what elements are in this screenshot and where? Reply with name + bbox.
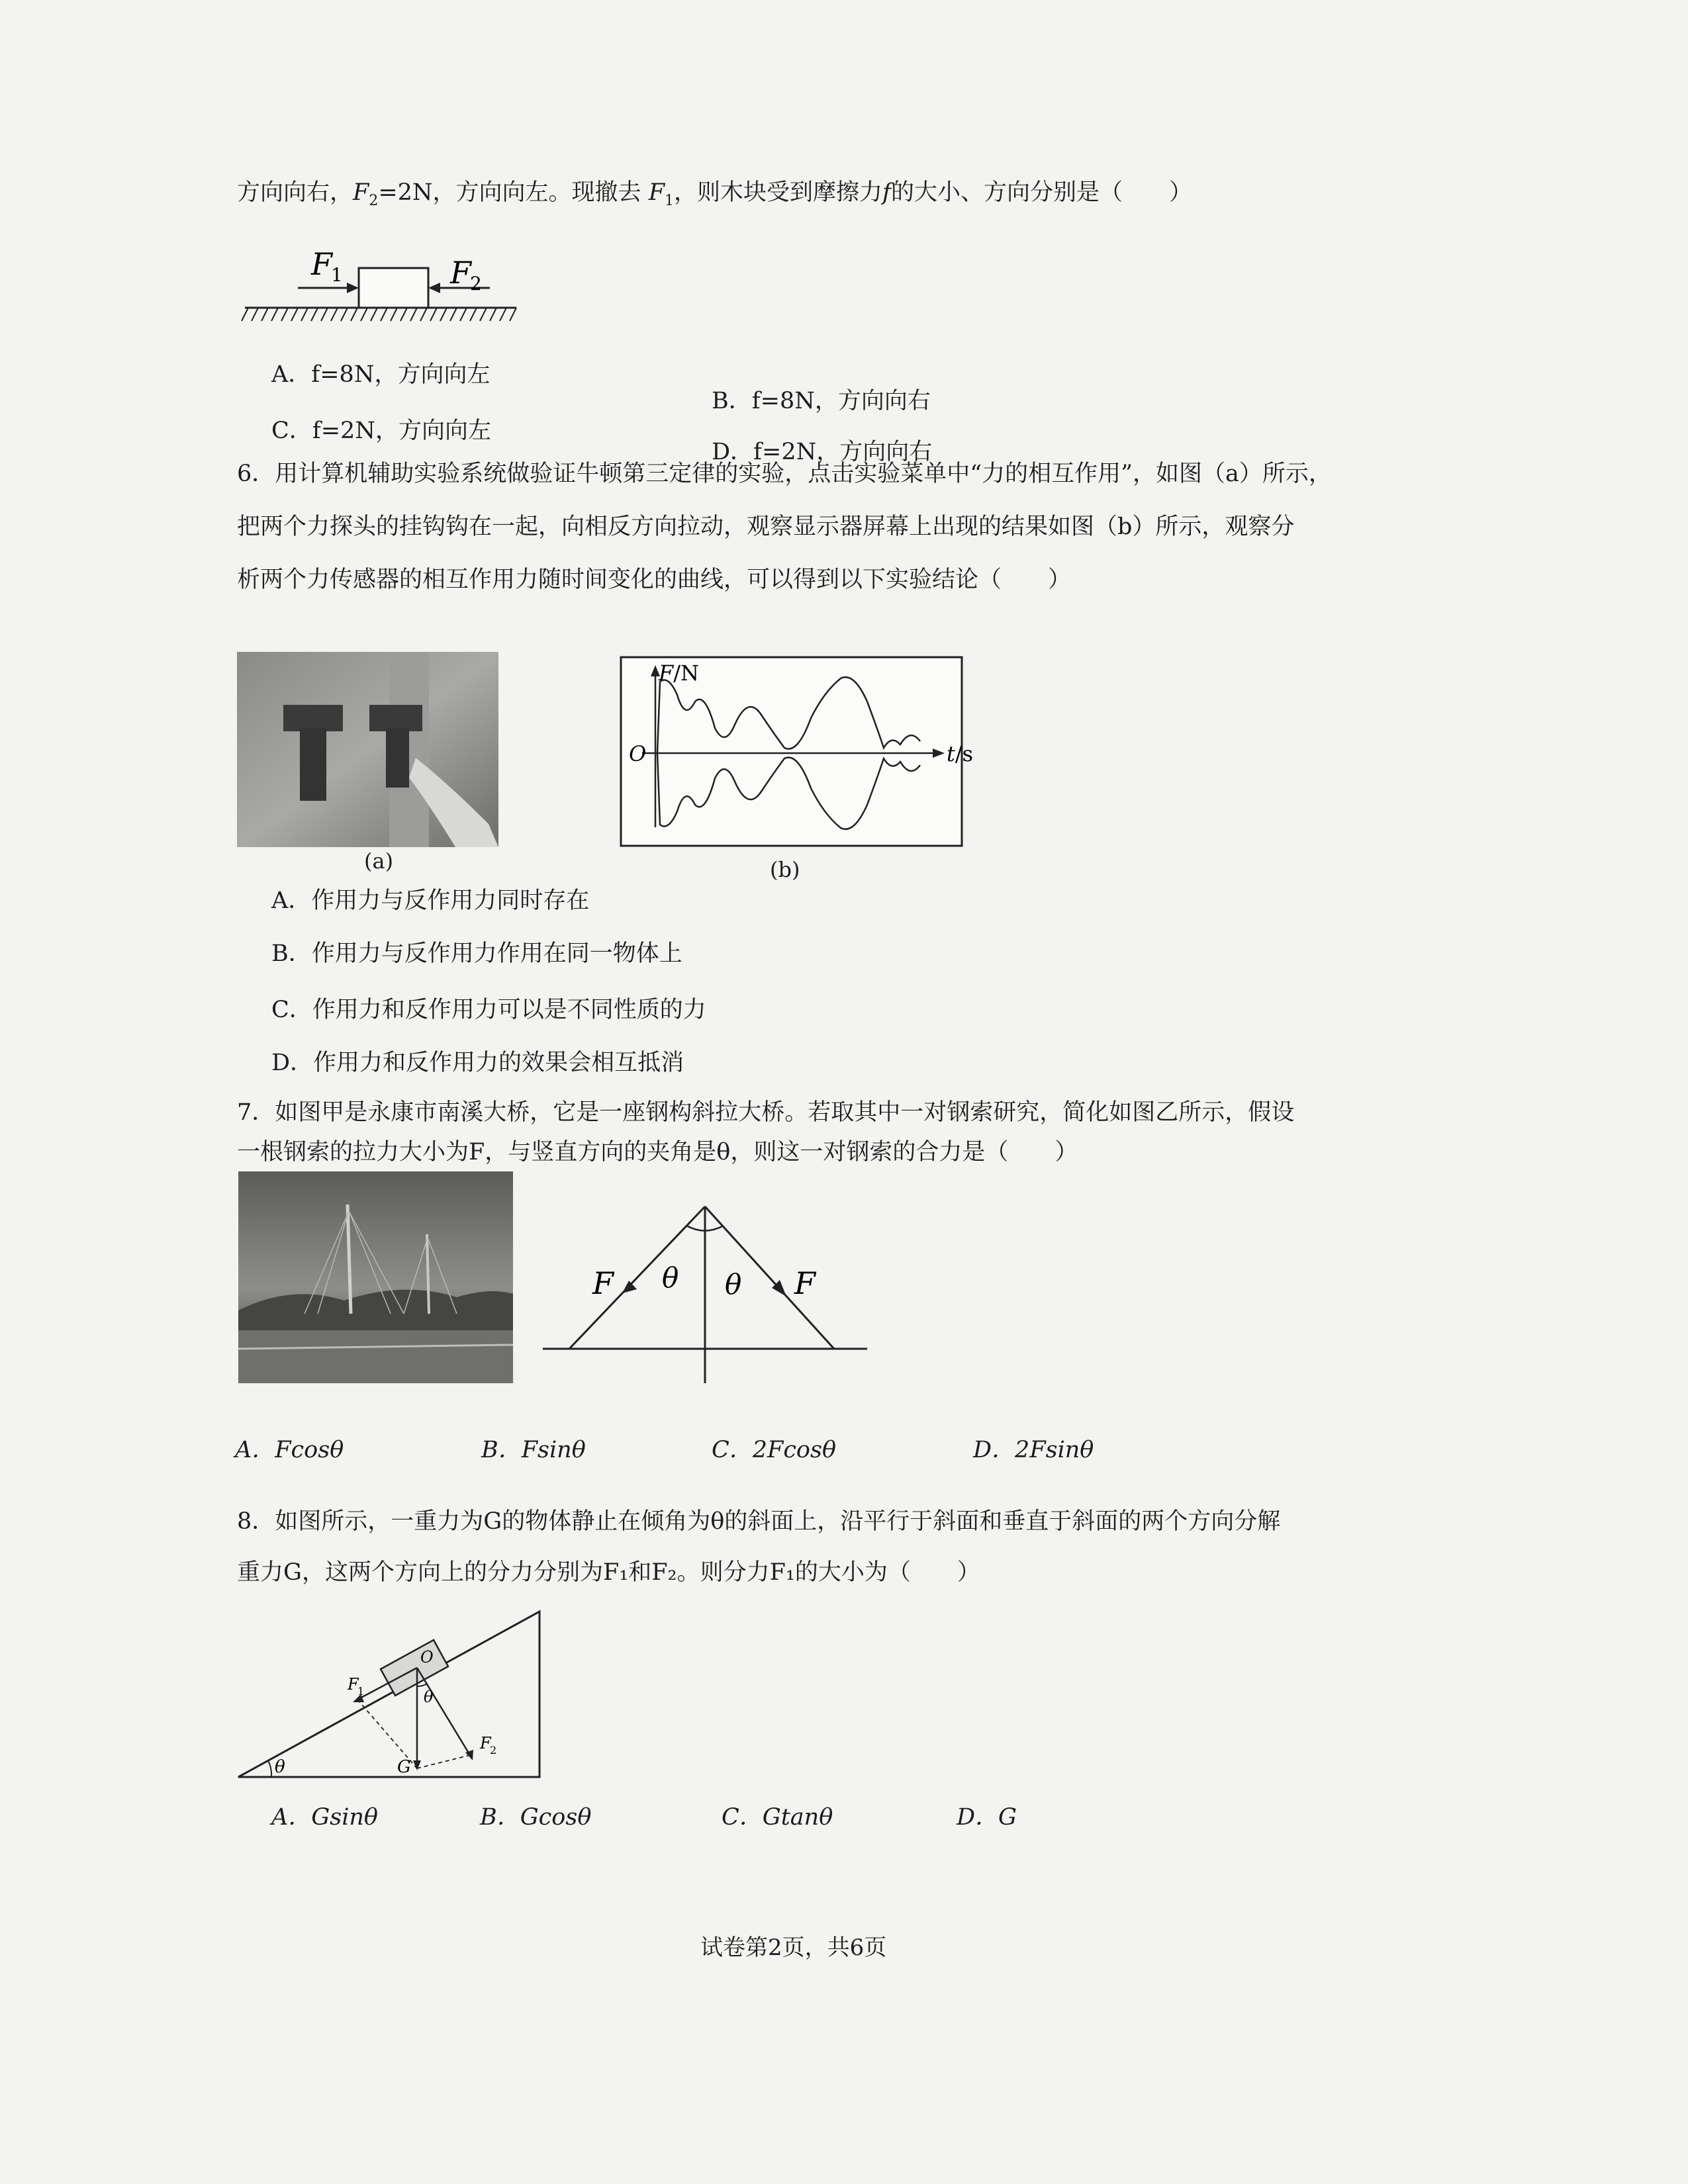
q8-incline-diagram <box>235 1602 553 1787</box>
q7-fig-theta-right: θ <box>725 1268 742 1300</box>
q7-fig-f-right: F <box>794 1265 816 1301</box>
q6-option-d[interactable]: D．作用力和反作用力的效果会相互抵消 <box>271 1050 684 1076</box>
svg-text:1: 1 <box>331 264 343 286</box>
q6-graph-xlabel: t/s <box>947 741 974 766</box>
q6-graph-origin: O <box>629 741 647 766</box>
q6-option-c[interactable]: C．作用力和反作用力可以是不同性质的力 <box>271 997 706 1023</box>
q8-fig-theta-angle: θ <box>424 1688 434 1706</box>
svg-text:2: 2 <box>490 1744 497 1756</box>
q8-option-b[interactable]: B．Gcosθ <box>480 1804 592 1831</box>
q6-graph-b <box>619 655 974 850</box>
page-footer: 试卷第2页，共6页 <box>700 1934 887 1961</box>
q5-fig-f2-label: F <box>450 255 471 291</box>
q8-stem-line1: 8．如图所示，一重力为G的物体静止在倾角为θ的斜面上，沿平行于斜面和垂直于斜面的两个方向分解 <box>237 1508 1281 1535</box>
q8-fig-o-label: O <box>420 1648 434 1666</box>
q6-stem-line1: 6．用计算机辅助实验系统做验证牛顿第三定律的实验，点击实验菜单中“力的相互作用”，如图（a）所示， <box>237 461 1332 487</box>
q6-graph-ylabel: F/N <box>659 660 699 686</box>
q8-fig-f2-label: F <box>480 1734 491 1752</box>
q5-fig-f1-label: F <box>311 246 332 282</box>
q6-option-b[interactable]: B．作用力与反作用力作用在同一物体上 <box>271 940 682 967</box>
q7-stem-line1: 7．如图甲是永康市南溪大桥，它是一座钢构斜拉大桥。若取其中一对钢索研究，简化如图乙所示，假设 <box>237 1099 1295 1126</box>
q7-stem-line2: 一根钢索的拉力大小为F，与竖直方向的夹角是θ，则这一对钢索的合力是（ ） <box>237 1139 1078 1165</box>
q7-fig-f-left: F <box>592 1265 614 1301</box>
q7-option-a[interactable]: A．Fcosθ <box>235 1437 344 1463</box>
q8-fig-theta-incline: θ <box>275 1757 285 1777</box>
q8-option-a[interactable]: A．Gsinθ <box>271 1804 379 1831</box>
q5-stem: 方向向右，$F_2=2N$，方向向左。现撤去 $F_1$，则木块受到摩擦力f的大小、方向分别是（ ） <box>237 179 1192 209</box>
q5-option-a[interactable]: A．f=8N，方向向左 <box>271 361 491 388</box>
q7-option-d[interactable]: D．2Fsinθ <box>973 1437 1094 1463</box>
q6-stem-line2: 把两个力探头的挂钩钩在一起，向相反方向拉动，观察显示器屏幕上出现的结果如图（b）所示，观察分 <box>237 514 1295 540</box>
q6-photo-a <box>237 652 498 847</box>
q6-caption-a: (a) <box>364 848 394 874</box>
q6-option-a[interactable]: A．作用力与反作用力同时存在 <box>271 887 590 914</box>
q5-option-b[interactable]: B．f=8N，方向向右 <box>712 388 931 414</box>
q7-bridge-photo <box>238 1171 513 1383</box>
svg-text:1: 1 <box>357 1685 365 1698</box>
q8-fig-f1-label: F <box>348 1675 359 1694</box>
svg-text:2: 2 <box>470 273 482 295</box>
q8-stem-line2: 重力G，这两个方向上的分力分别为F₁和F₂。则分力F₁的大小为（ ） <box>237 1559 980 1586</box>
q5-option-c[interactable]: C．f=2N，方向向左 <box>271 418 491 444</box>
q8-fig-g-label: G <box>397 1757 411 1777</box>
q7-force-diagram <box>543 1195 874 1387</box>
q8-option-d[interactable]: D．G <box>957 1804 1017 1831</box>
q8-option-c[interactable]: C．Gtanθ <box>722 1804 833 1831</box>
q6-caption-b: (b) <box>770 857 800 882</box>
q7-fig-theta-left: θ <box>662 1261 679 1294</box>
q5-option-d[interactable]: D．f=2N，方向向右 <box>712 439 933 465</box>
q7-option-b[interactable]: B．Fsinθ <box>481 1437 586 1463</box>
q6-stem-line3: 析两个力传感器的相互作用力随时间变化的曲线，可以得到以下实验结论（ ） <box>237 567 1072 593</box>
q5-block-figure <box>238 238 530 357</box>
q7-option-c[interactable]: C．2Fcosθ <box>712 1437 837 1463</box>
